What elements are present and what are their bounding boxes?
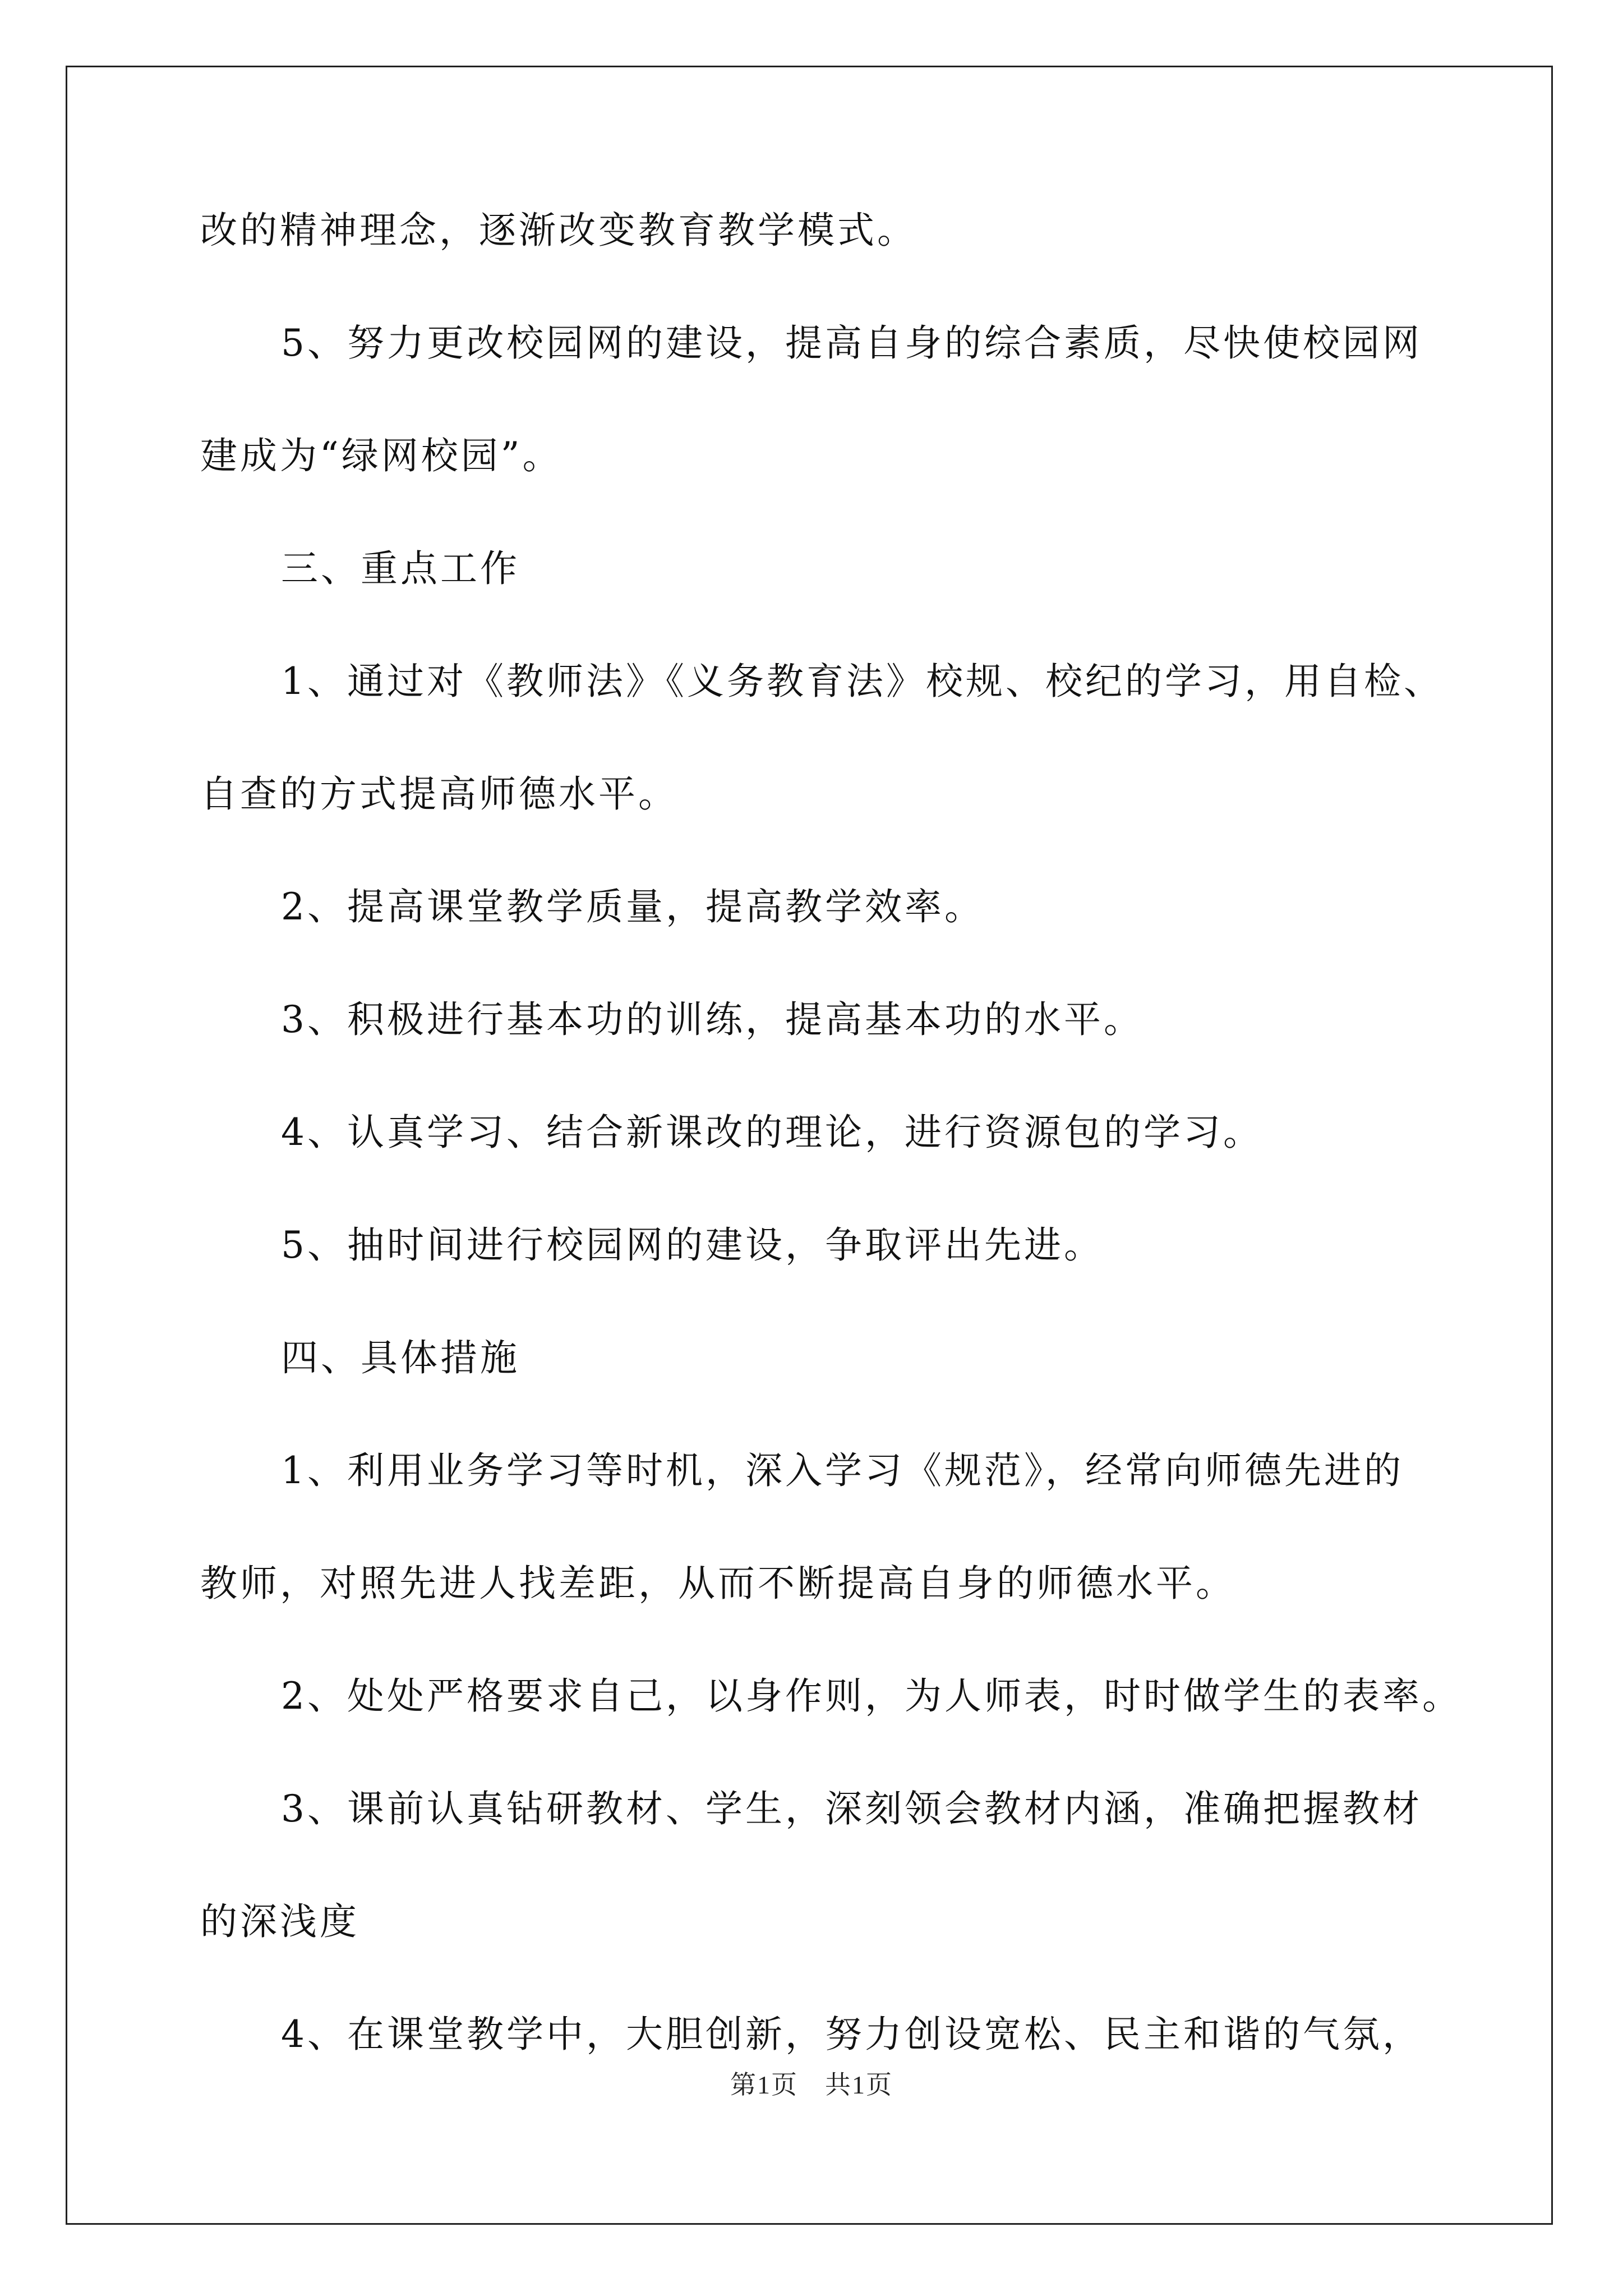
measure-item-2: 2、处处严格要求自己，以身作则，为人师表，时时做学生的表率。	[281, 1674, 1462, 1718]
section-heading-key-work: 三、重点工作	[281, 547, 520, 590]
paragraph-item-5-line-1: 5、努力更改校园网的建设，提高自身的综合素质，尽快使校园网	[281, 321, 1422, 365]
key-work-item-5: 5、抽时间进行校园网的建设，争取评出先进。	[281, 1223, 1104, 1267]
key-work-item-1-line-2: 自查的方式提高师德水平。	[200, 772, 678, 816]
paragraph-item-5-line-2: 建成为“绿网校园”。	[200, 434, 562, 477]
paragraph-line-continuation: 改的精神理念，逐渐改变教育教学模式。	[200, 209, 917, 252]
key-work-item-2: 2、提高课堂教学质量，提高教学效率。	[281, 885, 984, 928]
key-work-item-4: 4、认真学习、结合新课改的理论，进行资源包的学习。	[281, 1111, 1263, 1154]
measure-item-1-line-2: 教师，对照先进人找差距，从而不断提高自身的师德水平。	[200, 1562, 1235, 1605]
measure-item-3-line-2: 的深浅度	[200, 1900, 359, 1943]
key-work-item-3: 3、积极进行基本功的训练，提高基本功的水平。	[281, 998, 1144, 1041]
page-number-footer: 第1页 共1页	[730, 2070, 893, 2099]
key-work-item-1-line-1: 1、通过对《教师法》《义务教育法》校规、校纪的学习，用自检、	[281, 660, 1444, 703]
section-heading-measures: 四、具体措施	[281, 1336, 520, 1379]
measure-item-1-line-1: 1、利用业务学习等时机，深入学习《规范》，经常向师德先进的	[281, 1449, 1404, 1492]
measure-item-3-line-1: 3、课前认真钻研教材、学生，深刻领会教材内涵，准确把握教材	[281, 1787, 1422, 1830]
measure-item-4-line-1: 4、在课堂教学中，大胆创新，努力创设宽松、民主和谐的气氛，	[281, 2013, 1422, 2056]
